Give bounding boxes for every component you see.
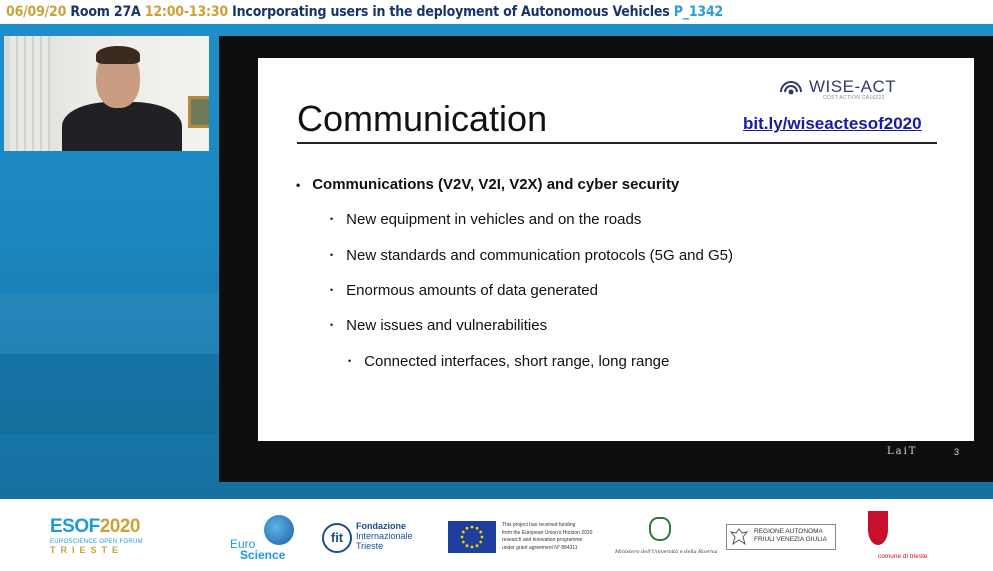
sponsor-footer: ESOF2020 EUROSCIENCE OPEN FORUM TRIESTE Euro Science fit Fondazione Internazionale Trieste This project has received funding from the European Union's Horizon 2020 research and innovation programme under grant agreement N° 884311 Ministero dell'Università e della Ricerca REGIONE AUTONOMA FRIULI VENEZIA GIULIA comune di trieste xyxy=(0,499,993,571)
presentation-screen xyxy=(219,36,993,482)
brand-name: WISE-ACT xyxy=(809,77,897,96)
session-date: 06/09/20 xyxy=(6,4,67,20)
city-shield-icon xyxy=(868,515,888,545)
session-code: P_1342 xyxy=(673,4,724,20)
decorative-band xyxy=(0,354,220,434)
session-header xyxy=(0,0,993,24)
bullet-list xyxy=(258,58,974,441)
slide-title: Communication xyxy=(297,98,548,139)
bullet-item: • New issues and vulnerabilities xyxy=(330,317,548,334)
wall-picture-frame xyxy=(188,96,209,128)
brand-subtitle: COST ACTION CA16222 xyxy=(823,95,885,101)
session-time: 12:00-13:30 xyxy=(144,4,228,20)
webcam-curtain xyxy=(10,36,50,151)
speaker-hair xyxy=(96,46,140,64)
euroscience-logo: Euro Science xyxy=(230,515,300,559)
bullet-item: • New standards and communication protocols (5G and G5) xyxy=(330,247,734,264)
trieste-city-logo: comune di trieste xyxy=(866,515,946,563)
speaker-webcam xyxy=(4,36,209,151)
bullet-item: • Enormous amounts of data generated xyxy=(330,282,598,299)
esof-logo: ESOF2020 EUROSCIENCE OPEN FORUM TRIESTE xyxy=(50,516,143,555)
italy-emblem-icon xyxy=(649,517,671,541)
fvg-region-logo: REGIONE AUTONOMA FRIULI VENEZIA GIULIA xyxy=(726,524,836,550)
slide-number: 3 xyxy=(954,447,960,457)
ministry-logo: Ministero dell'Università e della Ricerca xyxy=(615,517,710,561)
eagle-crest-icon xyxy=(730,527,748,547)
globe-icon xyxy=(264,515,294,545)
slide-footer-logo: LaiT xyxy=(887,446,918,457)
bullet-item: • New equipment in vehicles and on the roads xyxy=(330,211,642,228)
bullet-item: • Communications (V2V, V2I, V2X) and cyber security xyxy=(296,176,680,193)
eu-flag-icon xyxy=(448,521,496,553)
slide xyxy=(258,58,974,441)
fit-mark-icon: fit xyxy=(322,523,352,553)
session-room: Room 27A xyxy=(70,4,141,20)
decorative-band xyxy=(0,294,220,354)
speaker-body xyxy=(62,102,182,151)
slide-link[interactable]: bit.ly/wiseactesof2020 xyxy=(743,114,922,133)
bullet-item: • Connected interfaces, short range, long range xyxy=(348,353,670,370)
session-title: Incorporating users in the deployment of Autonomous Vehicles xyxy=(232,4,670,20)
